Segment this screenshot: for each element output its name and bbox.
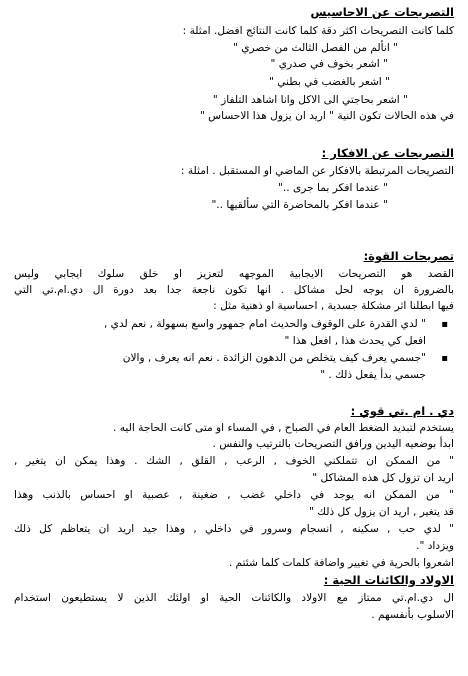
paragraph-line: يستخدم لتبديد الضغط العام في الصباح , في المساء او متى كانت الحاجة اليه . — [113, 422, 454, 434]
bullet-line: ▪ "جسمي يعرف كيف يتخلص من الدهون الزائدة . نعم انه يعرف , والان — [14, 352, 426, 365]
bullet-continuation: افعل كي يحدث هذا , افعل هذا " — [284, 335, 426, 347]
example-line: " عندما افكر بما جرى .." — [278, 182, 388, 194]
example-line: " انألم من الفصل الثالث من خصري " — [232, 42, 398, 54]
paragraph-line: القصد هو التصريحات الايجابية الموجهه لتعزيز او خلق سلوك ايجابي وليس — [14, 268, 454, 280]
paragraph-line: في هذه الحالات تكون النية " اريد ان يزول هذا الاحساس " — [199, 110, 454, 122]
paragraph-line: اريد ان تزول كل هذه المشاكل " — [312, 472, 454, 484]
section-heading-thoughts: التصريحات عن الافكار : — [321, 146, 454, 160]
paragraph-line: ابدأ بوضعيه اليدين ورافق التصريحات بالترتيب والنفس . — [212, 438, 454, 450]
example-line: " اشعر بالغضب في بطني " — [268, 76, 390, 88]
section-heading-feelings: التصريحات عن الاحاسيس — [310, 5, 454, 19]
paragraph-line: الاسلوب بأنفسهم . — [371, 609, 454, 621]
example-line: " اشعر بخوف في صدري " — [270, 58, 388, 70]
section-heading-strong-dmt: دي . ام .تي قوي : — [350, 404, 454, 418]
example-line: " اشعر بحاجتي الى الاكل وانا اشاهد التلفاز " — [212, 94, 408, 106]
bullet-line: ▪ " لدي القدرة على الوقوف والحديث امام جمهور واسع بسهولة , نعم لدي , — [14, 318, 426, 331]
example-line: " عندما افكر بالمحاضرة التي سألقيها .." — [211, 199, 388, 211]
paragraph-line: " لدي حب , سكينه , انسجام وسرور في داخلي , وهذا جيد اريد ان يتعاظم كل ذلك — [14, 523, 454, 535]
bullet-continuation: جسمي بدأ يفعل ذلك . " — [320, 369, 426, 381]
paragraph-line: ال دي.ام.تي ممتاز مع الاولاد والكائنات الحية او اولئك الذين لا يستطيعون استخدام — [14, 592, 454, 604]
paragraph-line: قد يتغير , اريد ان يزول كل ذلك " — [309, 506, 454, 518]
paragraph-line: كلما كانت التصريحات اكثر دقة كلما كانت النتائج افضل. امثلة : — [182, 25, 454, 37]
section-heading-power: تصريحات القوة: — [363, 249, 454, 263]
paragraph-line: التصريحات المرتبطة بالافكار عن الماضي او المستقبل . امثلة : — [180, 165, 454, 177]
paragraph-line: فيها ابطلنا اثر مشكلة جسدية , احساسية او ذهنية مثل : — [213, 300, 454, 312]
paragraph-line: " من الممكن انه يوجد في داخلي غضب , ضغينة , عصبية او احساس بالذنب وهذا — [14, 489, 454, 501]
paragraph-line: ويزداد ". — [416, 540, 454, 552]
section-heading-children: الاولاد والكائنات الحية : — [323, 573, 454, 587]
paragraph-line: بالضرورة ان يوجه لحل مشاكل . انها تكون ناجعة جدا بعد دورة ال دي.ام.تي التي — [14, 284, 454, 296]
paragraph-line: " من الممكن ان تتملكني الخوف , الرعب , القلق , الشك . وهذا يمكن ان يتغير , — [14, 455, 454, 467]
paragraph-line: اشعروا بالحرية في تغيير واضافة كلمات كلما شئتم . — [228, 557, 454, 569]
